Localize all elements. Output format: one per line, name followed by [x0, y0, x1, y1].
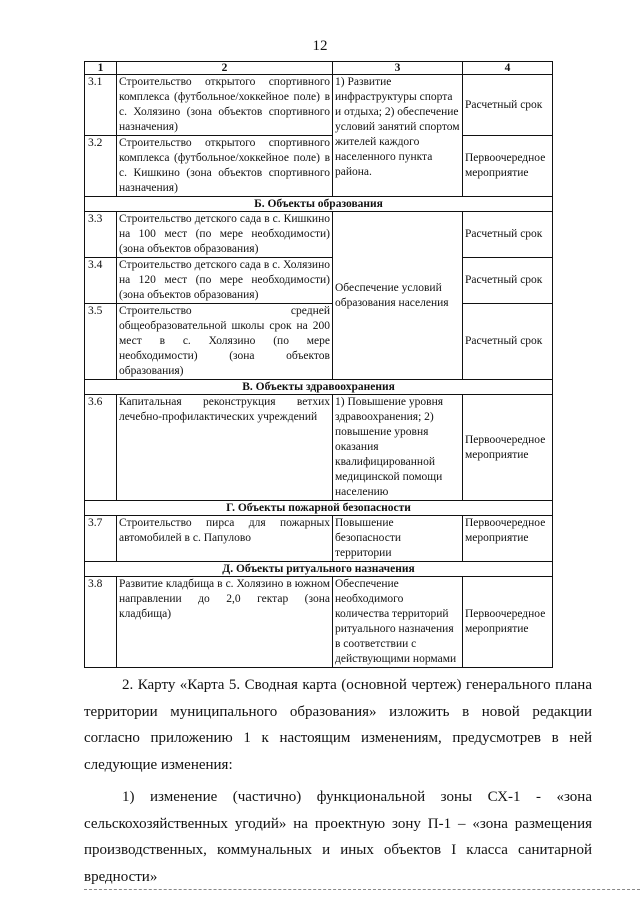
row-number: 3.3: [85, 212, 117, 258]
body-text: [84, 672, 592, 896]
term-cell: Первоочередное мероприятие: [463, 136, 553, 197]
table-row: [85, 75, 553, 136]
section-title: Г. Объекты пожарной безопасности: [85, 501, 553, 516]
header-cell: 1: [85, 62, 117, 75]
object-cell: Строительство детского сада в с. Холязино на 120 мест (по мере необходимости) (зона объектов образования): [117, 258, 333, 304]
object-cell: Строительство пирса для пожарных автомобилей в с. Папулово: [117, 516, 333, 562]
row-number: 3.6: [85, 395, 117, 501]
row-number: 3.5: [85, 304, 117, 380]
section-title: В. Объекты здравоохранения: [85, 380, 553, 395]
object-cell: Строительство детского сада в с. Кишкино на 100 мест (по мере необходимости) (зона объектов образования): [117, 212, 333, 258]
row-number: 3.1: [85, 75, 117, 136]
purpose-cell: Обеспечение необходимого количества территорий ритуального назначения в соответствии с действующими нормами: [333, 577, 463, 668]
object-cell: Строительство открытого спортивного комплекса (футбольное/хоккейное поле) в с. Кишкино (зона объектов спортивного назначения): [117, 136, 333, 197]
row-number: 3.7: [85, 516, 117, 562]
purpose-cell: 1) Развитие инфраструктуры спорта и отдыха; 2) обеспечение условий занятий спортом жителей каждого населенного пункта района.: [333, 75, 463, 197]
section-row: [85, 380, 553, 395]
paragraph: 1) изменение (частично) функциональной зоны СХ-1 - «зона сельскохозяйственных угодий» на проектную зону П-1 – «зона размещения производственных, коммунальных и иных объектов I класса санитарной вредности»: [84, 789, 592, 885]
header-cell: 3: [333, 62, 463, 75]
term-cell: Первоочередное мероприятие: [463, 395, 553, 501]
term-cell: Расчетный срок: [463, 258, 553, 304]
row-number: 3.4: [85, 258, 117, 304]
row-number: 3.8: [85, 577, 117, 668]
term-cell: Первоочередное мероприятие: [463, 577, 553, 668]
table-row: [85, 258, 553, 304]
term-cell: Расчетный срок: [463, 304, 553, 380]
term-cell: Расчетный срок: [463, 212, 553, 258]
term-cell: Первоочередное мероприятие: [463, 516, 553, 562]
purpose-cell: 1) Повышение уровня здравоохранения; 2) повышение уровня оказания квалифицированной медицинской помощи населению: [333, 395, 463, 501]
section-title: Б. Объекты образования: [85, 197, 553, 212]
object-cell: Строительство открытого спортивного комплекса (футбольное/хоккейное поле) в с. Холязино (зона объектов спортивного назначения): [117, 75, 333, 136]
object-cell: Строительство средней общеобразовательной школы срок на 200 мест в с. Холязино (по мере необходимости) (зона объектов образования): [117, 304, 333, 380]
table-row: [85, 304, 553, 380]
table-row: [85, 212, 553, 258]
table-row: [85, 516, 553, 562]
header-cell: 2: [117, 62, 333, 75]
table-row: [85, 395, 553, 501]
page-divider: [84, 889, 640, 890]
table-row: [85, 577, 553, 668]
term-cell: Расчетный срок: [463, 75, 553, 136]
table-header-row: [85, 62, 553, 75]
section-row: [85, 562, 553, 577]
object-cell: Капитальная реконструкция ветхих лечебно-профилактических учреждений: [117, 395, 333, 501]
measures-table: [84, 61, 553, 668]
table-row: [85, 136, 553, 197]
section-row: [85, 501, 553, 516]
purpose-cell: Повышение безопасности территории: [333, 516, 463, 562]
paragraph: 2. Карту «Карта 5. Сводная карта (основной чертеж) генерального плана территории муниципального образования» изложить в новой редакции согласно приложению 1 к настоящим изменениям, предусмотрев в ней следующие изменения:: [84, 677, 592, 773]
object-cell: Развитие кладбища в с. Холязино в южном направлении до 2,0 гектар (зона кладбища): [117, 577, 333, 668]
row-number: 3.2: [85, 136, 117, 197]
header-cell: 4: [463, 62, 553, 75]
purpose-cell: Обеспечение условий образования населения: [333, 212, 463, 380]
page-number: 12: [312, 38, 328, 54]
section-title: Д. Объекты ритуального назначения: [85, 562, 553, 577]
section-row: [85, 197, 553, 212]
